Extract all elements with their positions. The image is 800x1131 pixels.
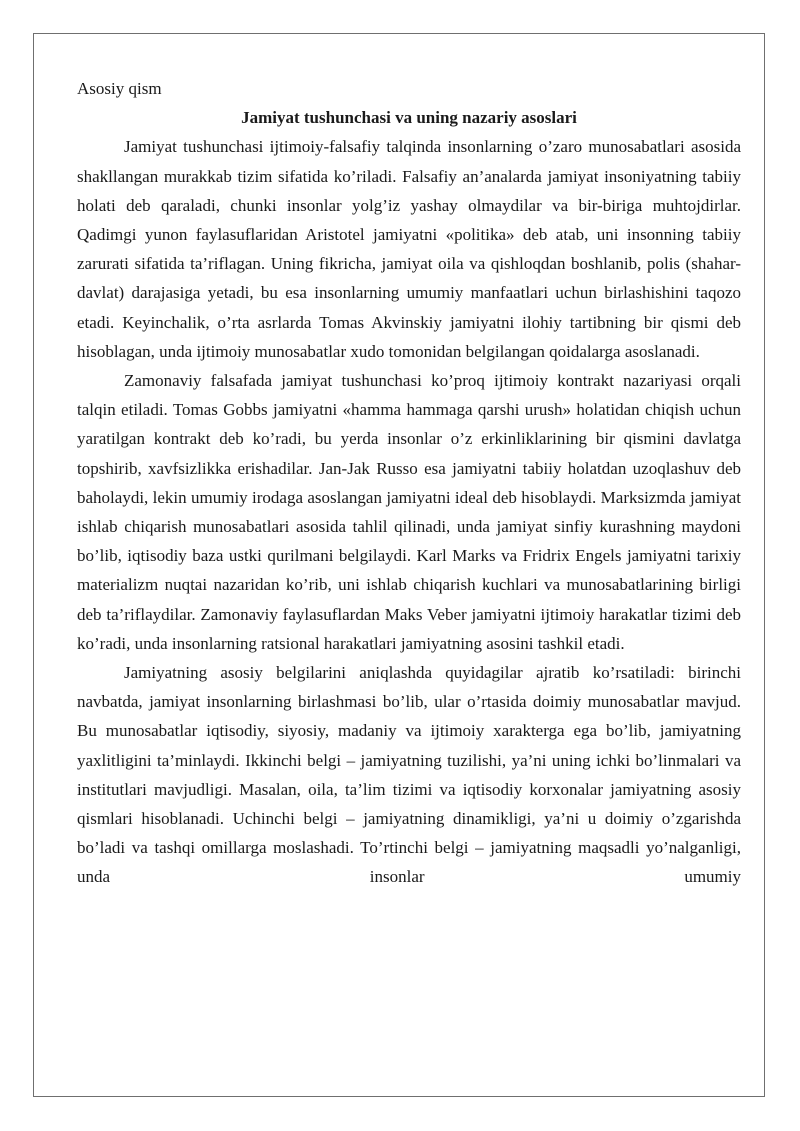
paragraph-1: Jamiyat tushunchasi ijtimoiy-falsafiy talqinda insonlarning o’zaro munosabatlari asosida shakllangan murakkab tizim sifatida ko’riladi. Falsafiy an’analarda jamiyat insoniyatning tabiiy holati deb qaraladi, chunki insonlar yolg’iz yashay olmaydilar va bir-biriga muhtojdirlar. Qadimgi yunon faylasuflaridan Aristotel jamiyatni «politika» deb atab, uni insonning tabiiy zarurati sifatida ta’riflagan. Uning fikricha, jamiyat oila va qishloqdan boshlanib, polis (shahar-davlat) darajasiga yetadi, bu esa insonlarning umumiy manfaatlari uchun birlashishini taqozo etadi. Keyinchalik, o’rta asrlarda Tomas Akvinskiy jamiyatni ilohiy tartibning bir qismi deb hisoblagan, unda ijtimoiy munosabatlar xudo tomonidan belgilangan qoidalarga asoslanadi. xyxy=(77,137,741,361)
document-body xyxy=(77,74,741,892)
section-label: Asosiy qism xyxy=(77,79,162,98)
paragraph-3: Jamiyatning asosiy belgilarini aniqlashda quyidagilar ajratib ko’rsatiladi: birinchi navbatda, jamiyat insonlarning birlashmasi bo’lib, ular o’rtasida doimiy munosabatlar mavjud. Bu munosabatlar iqtisodiy, siyosiy, madaniy va ijtimoiy xarakterga ega bo’lib, jamiyatning yaxlitligini ta’minlaydi. Ikkinchi belgi – jamiyatning tuzilishi, ya’ni uning ichki bo’linmalari va institutlari mavjudligi. Masalan, oila, ta’lim tizimi va iqtisodiy korxonalar jamiyatning asosiy qismlari hisoblanadi. Uchinchi belgi – jamiyatning dinamikligi, ya’ni u doimiy o’zgarishda bo’ladi va tashqi omillarga moslashadi. To’rtinchi belgi – jamiyatning maqsadli yo’nalganligi, unda insonlar umumiy xyxy=(77,663,741,887)
paragraph-2: Zamonaviy falsafada jamiyat tushunchasi ko’proq ijtimoiy kontrakt nazariyasi orqali talqin etiladi. Tomas Gobbs jamiyatni «hamma hammaga qarshi urush» holatidan chiqish uchun yaratilgan kontrakt deb ko’radi, bu yerda insonlar o’z erkinliklarining bir qismini davlatga topshirib, xavfsizlikka erishadilar. Jan-Jak Russo esa jamiyatni tabiiy holatdan uzoqlashuv deb baholaydi, lekin umumiy irodaga asoslangan jamiyatni ideal deb hisoblaydi. Marksizmda jamiyat ishlab chiqarish munosabatlari asosida tahlil qilinadi, unda jamiyat sinfiy kurashning maydoni bo’lib, iqtisodiy baza ustki qurilmani belgilaydi. Karl Marks va Fridrix Engels jamiyatni tarixiy materializm nuqtai nazaridan ko’rib, uni ishlab chiqarish kuchlari va munosabatlarining birligi deb ta’riflaydilar. Zamonaviy faylasuflardan Maks Veber jamiyatni ijtimoiy harakatlar tizimi deb ko’radi, unda insonlarning ratsional harakatlari jamiyatning asosini tashkil etadi. xyxy=(77,371,741,653)
document-title: Jamiyat tushunchasi va uning nazariy asoslari xyxy=(241,108,577,128)
